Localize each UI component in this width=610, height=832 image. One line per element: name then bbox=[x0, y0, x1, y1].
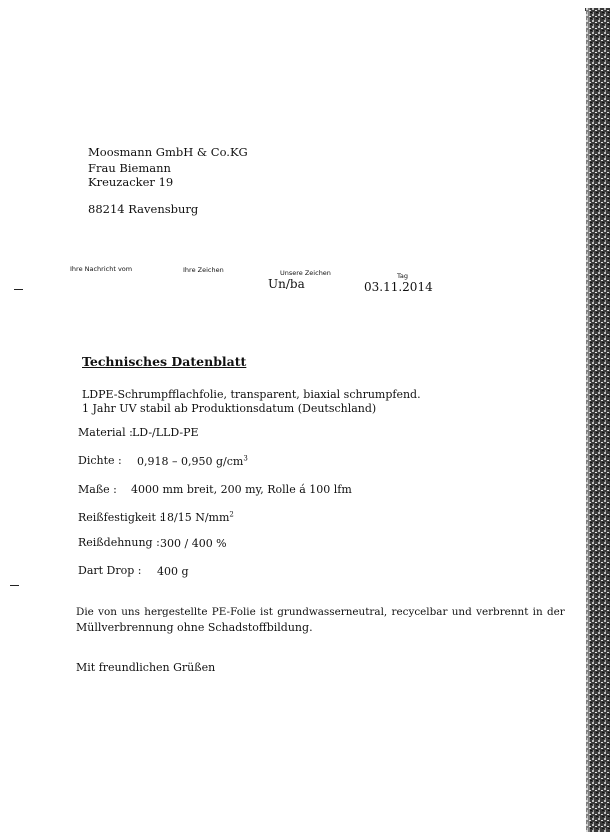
statement-line-1: Die von uns hergestellte PE-Folie ist grundwasserneutral, recycelbar und verbrennt in der bbox=[76, 606, 565, 618]
spec-label-density: Dichte : bbox=[78, 454, 122, 467]
date-value: 03.11.2014 bbox=[364, 280, 433, 294]
spec-label-dimensions: Maße : bbox=[78, 483, 117, 496]
closing-greeting: Mit freundlichen Grüßen bbox=[76, 661, 216, 674]
spec-label-tear-strength: Reißfestigkeit : bbox=[78, 511, 164, 524]
recipient-street: Kreuzacker 19 bbox=[88, 175, 174, 189]
density-unit-exponent: 3 bbox=[243, 454, 248, 463]
spec-value-material: LD-/LLD-PE bbox=[132, 426, 199, 439]
spec-label-material: Material : bbox=[78, 426, 133, 439]
recipient-contact: Frau Biemann bbox=[88, 161, 171, 175]
fold-mark-bottom bbox=[10, 585, 19, 586]
scan-edge-noise bbox=[586, 8, 610, 832]
spec-value-dimensions: 4000 mm breit, 200 my, Rolle á 100 lfm bbox=[131, 483, 352, 496]
fold-mark-top bbox=[14, 289, 23, 290]
our-sign-value: Un/ba bbox=[268, 277, 305, 291]
your-message-label: Ihre Nachricht vom bbox=[70, 265, 133, 273]
document-title: Technisches Datenblatt bbox=[82, 354, 247, 369]
density-value-text: 0,918 – 0,950 g/cm bbox=[137, 455, 244, 468]
spec-value-elongation: 300 / 400 % bbox=[160, 537, 227, 550]
description-line-2: 1 Jahr UV stabil ab Produktionsdatum (Deutschland) bbox=[82, 402, 377, 415]
description-line-1: LDPE-Schrumpfflachfolie, transparent, biaxial schrumpfend. bbox=[82, 388, 421, 401]
recipient-company: Moosmann GmbH & Co.KG bbox=[88, 145, 248, 159]
our-sign-label: Unsere Zeichen bbox=[280, 269, 331, 277]
spec-value-density bbox=[137, 456, 248, 467]
spec-label-elongation: Reißdehnung : bbox=[78, 536, 160, 549]
statement-line-2: Müllverbrennung ohne Schadstoffbildung. bbox=[76, 621, 313, 634]
tear-strength-unit-exponent: 2 bbox=[229, 510, 234, 519]
spec-label-dart-drop: Dart Drop : bbox=[78, 564, 142, 577]
recipient-city: 88214 Ravensburg bbox=[88, 202, 199, 216]
spec-value-dart-drop: 400 g bbox=[157, 565, 189, 578]
spec-value-tear-strength bbox=[160, 512, 234, 523]
date-label: Tag bbox=[397, 272, 409, 280]
your-sign-label: Ihre Zeichen bbox=[183, 266, 224, 274]
tear-strength-value-text: 18/15 N/mm bbox=[160, 511, 230, 524]
